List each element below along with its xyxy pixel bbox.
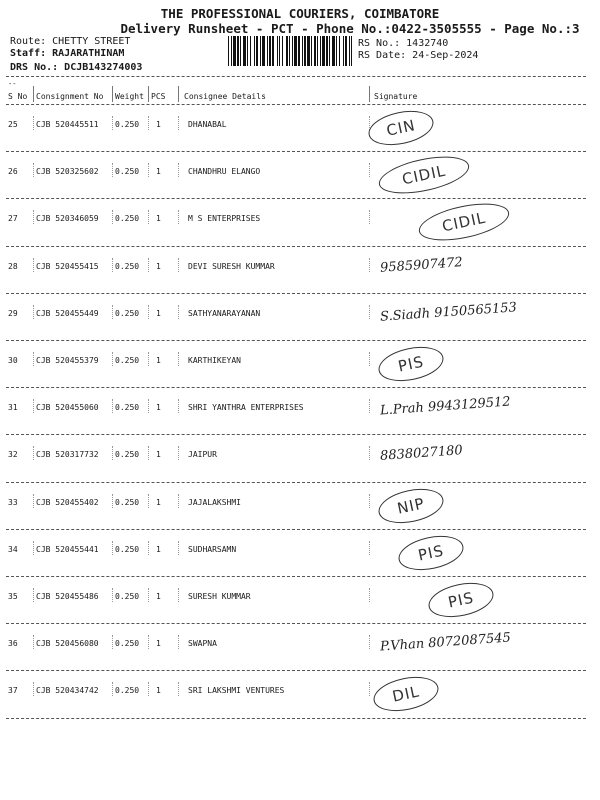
barcode-bar [332, 36, 335, 66]
barcode-bar [272, 36, 274, 66]
row-sno: 25 [8, 120, 18, 129]
divider [112, 541, 113, 555]
row-pcs: 1 [156, 497, 161, 507]
row-sno: 26 [8, 167, 18, 177]
divider [178, 86, 179, 102]
divider [33, 305, 34, 319]
col-consignment: Consignment No [36, 92, 104, 101]
row-divider [6, 718, 586, 719]
row-sno: 32 [8, 450, 18, 460]
signature-stamp: CIDIL [416, 197, 513, 247]
divider [112, 682, 113, 696]
divider [148, 116, 149, 130]
row-pcs: 1 [156, 214, 161, 224]
row-consignee: SATHYANARAYANAN [188, 308, 261, 318]
row-pcs: 1 [156, 592, 161, 601]
divider [178, 635, 179, 649]
staff-label: Staff: RAJARATHINAM [10, 48, 125, 59]
divider [148, 352, 149, 366]
barcode-bar [267, 36, 268, 66]
row-consignment-no: CJB 520317732 [36, 450, 99, 460]
signature-cell [368, 297, 588, 343]
row-consignment-no: CJB 520346059 [36, 214, 99, 224]
barcode-bar [314, 36, 316, 66]
col-sno: S No [8, 92, 28, 101]
barcode-bar [260, 36, 261, 66]
barcode-bar [311, 36, 312, 66]
barcode-bar [302, 36, 303, 66]
row-divider [6, 576, 586, 577]
signature-stamp: CIN [365, 105, 436, 150]
row-weight: 0.250 [115, 261, 140, 271]
barcode-bar [329, 36, 330, 66]
divider [33, 635, 34, 649]
row-consignment-no: CJB 520325602 [36, 167, 99, 177]
row-divider [6, 293, 586, 294]
divider [148, 86, 149, 102]
barcode-bar [254, 36, 255, 66]
row-consignee: DHANABAL [188, 120, 227, 129]
barcode-bar [307, 36, 310, 66]
barcode-bar [277, 36, 278, 66]
row-consignee: SURESH KUMMAR [188, 592, 251, 601]
barcode-bar [240, 36, 241, 66]
divider [148, 305, 149, 319]
row-sno: 36 [8, 639, 18, 649]
signature-stamp: PIS [395, 530, 466, 575]
divider [178, 210, 179, 224]
barcode-bar [247, 36, 248, 66]
divider [112, 116, 113, 130]
runsheet-subtitle: Delivery Runsheet - PCT - Phone No.:0422-3505555 - Page No.:3 [120, 21, 580, 36]
row-divider [6, 482, 586, 483]
divider [112, 305, 113, 319]
signature-text: P.Vhan 8072087545 [379, 630, 512, 655]
row-consignment-no: CJB 520455060 [36, 403, 99, 413]
row-sno: 34 [8, 544, 18, 554]
drs-label: DRS No.: DCJB143274003 [10, 62, 143, 73]
signature-stamp: DIL [370, 672, 441, 717]
row-pcs: 1 [156, 403, 161, 413]
row-consignment-no: CJB 520455415 [36, 261, 99, 271]
rs-date: RS Date: 24-Sep-2024 [358, 50, 479, 61]
row-consignment-no: CJB 520455402 [36, 497, 99, 507]
row-pcs: 1 [156, 686, 161, 696]
row-weight: 0.250 [115, 639, 140, 649]
barcode-bar [256, 36, 258, 66]
barcode-bar [343, 36, 344, 66]
barcode-bar [351, 36, 352, 66]
row-consignment-no: CJB 520445511 [36, 120, 99, 129]
signature-stamp: NIP [375, 483, 446, 528]
mark: -- [8, 80, 17, 88]
barcode-bar [345, 36, 347, 66]
col-consignee: Consignee Details [184, 92, 266, 101]
row-sno: 37 [8, 686, 18, 696]
divider [178, 352, 179, 366]
col-signature: Signature [374, 92, 418, 101]
divider [178, 399, 179, 413]
signature-cell [368, 580, 588, 626]
row-pcs: 1 [156, 450, 161, 460]
row-sno: 30 [8, 356, 18, 365]
barcode-bar [262, 36, 265, 66]
divider [112, 210, 113, 224]
company-title: THE PROFESSIONAL COURIERS, COIMBATORE [160, 6, 440, 21]
row-pcs: 1 [156, 120, 161, 129]
row-weight: 0.250 [115, 497, 140, 507]
divider [112, 494, 113, 508]
signature-cell [368, 155, 588, 201]
divider [178, 305, 179, 319]
barcode-bar [336, 36, 337, 66]
col-weight: Weight [115, 92, 144, 101]
signature-text: L.Prah 9943129512 [379, 394, 512, 419]
divider [112, 352, 113, 366]
barcode-bar [317, 36, 318, 66]
barcode-bar [231, 36, 232, 66]
row-consignee: DEVI SURESH KUMMAR [188, 261, 275, 271]
row-pcs: 1 [156, 544, 161, 554]
row-divider [6, 670, 586, 671]
row-weight: 0.250 [115, 544, 140, 554]
row-weight: 0.250 [115, 120, 140, 129]
divider [178, 494, 179, 508]
signature-cell [368, 108, 588, 154]
divider [148, 446, 149, 460]
divider [112, 588, 113, 602]
row-divider [6, 198, 586, 199]
divider [112, 163, 113, 177]
row-divider [6, 623, 586, 624]
divider [33, 86, 34, 102]
row-weight: 0.250 [115, 308, 140, 318]
divider [148, 635, 149, 649]
row-pcs: 1 [156, 356, 161, 365]
row-consignment-no: CJB 520455486 [36, 592, 99, 601]
signature-cell [368, 202, 588, 248]
divider [33, 682, 34, 696]
header-divider [6, 76, 586, 77]
divider [148, 210, 149, 224]
row-sno: 31 [8, 403, 18, 413]
row-consignment-no: CJB 520456080 [36, 639, 99, 649]
divider [112, 399, 113, 413]
divider [33, 541, 34, 555]
divider [148, 258, 149, 272]
row-consignment-no: CJB 520455449 [36, 308, 99, 318]
barcode-bar [250, 36, 251, 66]
signature-cell [368, 674, 588, 720]
row-consignee: SHRI YANTHRA ENTERPRISES [188, 403, 304, 413]
divider [178, 446, 179, 460]
divider [178, 588, 179, 602]
barcode-bar [322, 36, 325, 66]
row-weight: 0.250 [115, 592, 140, 601]
signature-cell [368, 391, 588, 437]
barcode-bar [304, 36, 306, 66]
barcode-bar [298, 36, 300, 66]
divider [112, 86, 113, 102]
divider [148, 588, 149, 602]
row-consignee: KARTHIKEYAN [188, 356, 241, 365]
row-pcs: 1 [156, 167, 161, 177]
barcode-bar [326, 36, 328, 66]
divider [369, 86, 370, 102]
signature-cell [368, 486, 588, 532]
divider [178, 163, 179, 177]
row-sno: 29 [8, 308, 18, 318]
row-consignee: SWAPNA [188, 639, 217, 649]
row-sno: 35 [8, 592, 18, 601]
barcode-bar [349, 36, 350, 66]
barcode-bar [289, 36, 290, 66]
row-weight: 0.250 [115, 214, 140, 224]
divider [33, 494, 34, 508]
divider [33, 116, 34, 130]
rs-number: RS No.: 1432740 [358, 38, 449, 49]
divider [178, 541, 179, 555]
barcode [228, 36, 352, 66]
row-consignee: M S ENTERPRISES [188, 214, 261, 224]
row-consignee: JAJALAKSHMI [188, 497, 241, 507]
signature-cell [368, 627, 588, 673]
divider [33, 210, 34, 224]
row-consignment-no: CJB 520455441 [36, 544, 99, 554]
signature-cell [368, 438, 588, 484]
barcode-bar [243, 36, 246, 66]
row-pcs: 1 [156, 261, 161, 271]
row-weight: 0.250 [115, 450, 140, 460]
row-consignee: SUDHARSAMN [188, 544, 237, 554]
divider [33, 352, 34, 366]
column-header-divider [6, 104, 586, 105]
row-divider [6, 387, 586, 388]
row-weight: 0.250 [115, 356, 140, 365]
row-consignee: SRI LAKSHMI VENTURES [188, 686, 285, 696]
divider [33, 446, 34, 460]
barcode-bar [279, 36, 280, 66]
barcode-bar [282, 36, 283, 66]
barcode-bar [269, 36, 271, 66]
divider [178, 258, 179, 272]
signature-text: 9585907472 [379, 254, 464, 276]
divider [33, 163, 34, 177]
divider [112, 446, 113, 460]
divider [33, 588, 34, 602]
row-consignment-no: CJB 520455379 [36, 356, 99, 365]
row-consignment-no: CJB 520434742 [36, 686, 99, 696]
row-consignee: JAIPUR [188, 450, 217, 460]
divider [148, 494, 149, 508]
divider [148, 541, 149, 555]
divider [112, 258, 113, 272]
row-weight: 0.250 [115, 167, 140, 177]
divider [33, 258, 34, 272]
barcode-bar [292, 36, 293, 66]
row-divider [6, 529, 586, 530]
barcode-bar [228, 36, 229, 66]
divider [112, 635, 113, 649]
barcode-bar [320, 36, 321, 66]
row-weight: 0.250 [115, 403, 140, 413]
signature-stamp: PIS [425, 577, 496, 622]
row-sno: 33 [8, 497, 18, 507]
divider [178, 116, 179, 130]
signature-text: 8838027180 [379, 443, 464, 465]
barcode-bar [339, 36, 340, 66]
divider [33, 399, 34, 413]
signature-text: S.Siadh 9150565153 [379, 300, 518, 325]
row-consignee: CHANDHRU ELANGO [188, 167, 261, 177]
signature-cell [368, 344, 588, 390]
row-pcs: 1 [156, 639, 161, 649]
barcode-bar [237, 36, 239, 66]
divider [148, 682, 149, 696]
row-divider [6, 246, 586, 247]
row-divider [6, 151, 586, 152]
col-pcs: PCS [151, 92, 166, 101]
row-weight: 0.250 [115, 686, 140, 696]
row-pcs: 1 [156, 308, 161, 318]
divider [178, 682, 179, 696]
row-sno: 28 [8, 261, 18, 271]
barcode-bar [294, 36, 297, 66]
signature-stamp: PIS [375, 341, 446, 386]
signature-stamp: CIDIL [376, 150, 473, 200]
divider [148, 163, 149, 177]
signature-cell [368, 533, 588, 579]
barcode-bar [286, 36, 288, 66]
barcode-bar [233, 36, 236, 66]
signature-cell [368, 250, 588, 296]
row-divider [6, 434, 586, 435]
row-divider [6, 340, 586, 341]
divider [148, 399, 149, 413]
route-label: Route: CHETTY STREET [10, 36, 131, 47]
row-sno: 27 [8, 214, 18, 224]
